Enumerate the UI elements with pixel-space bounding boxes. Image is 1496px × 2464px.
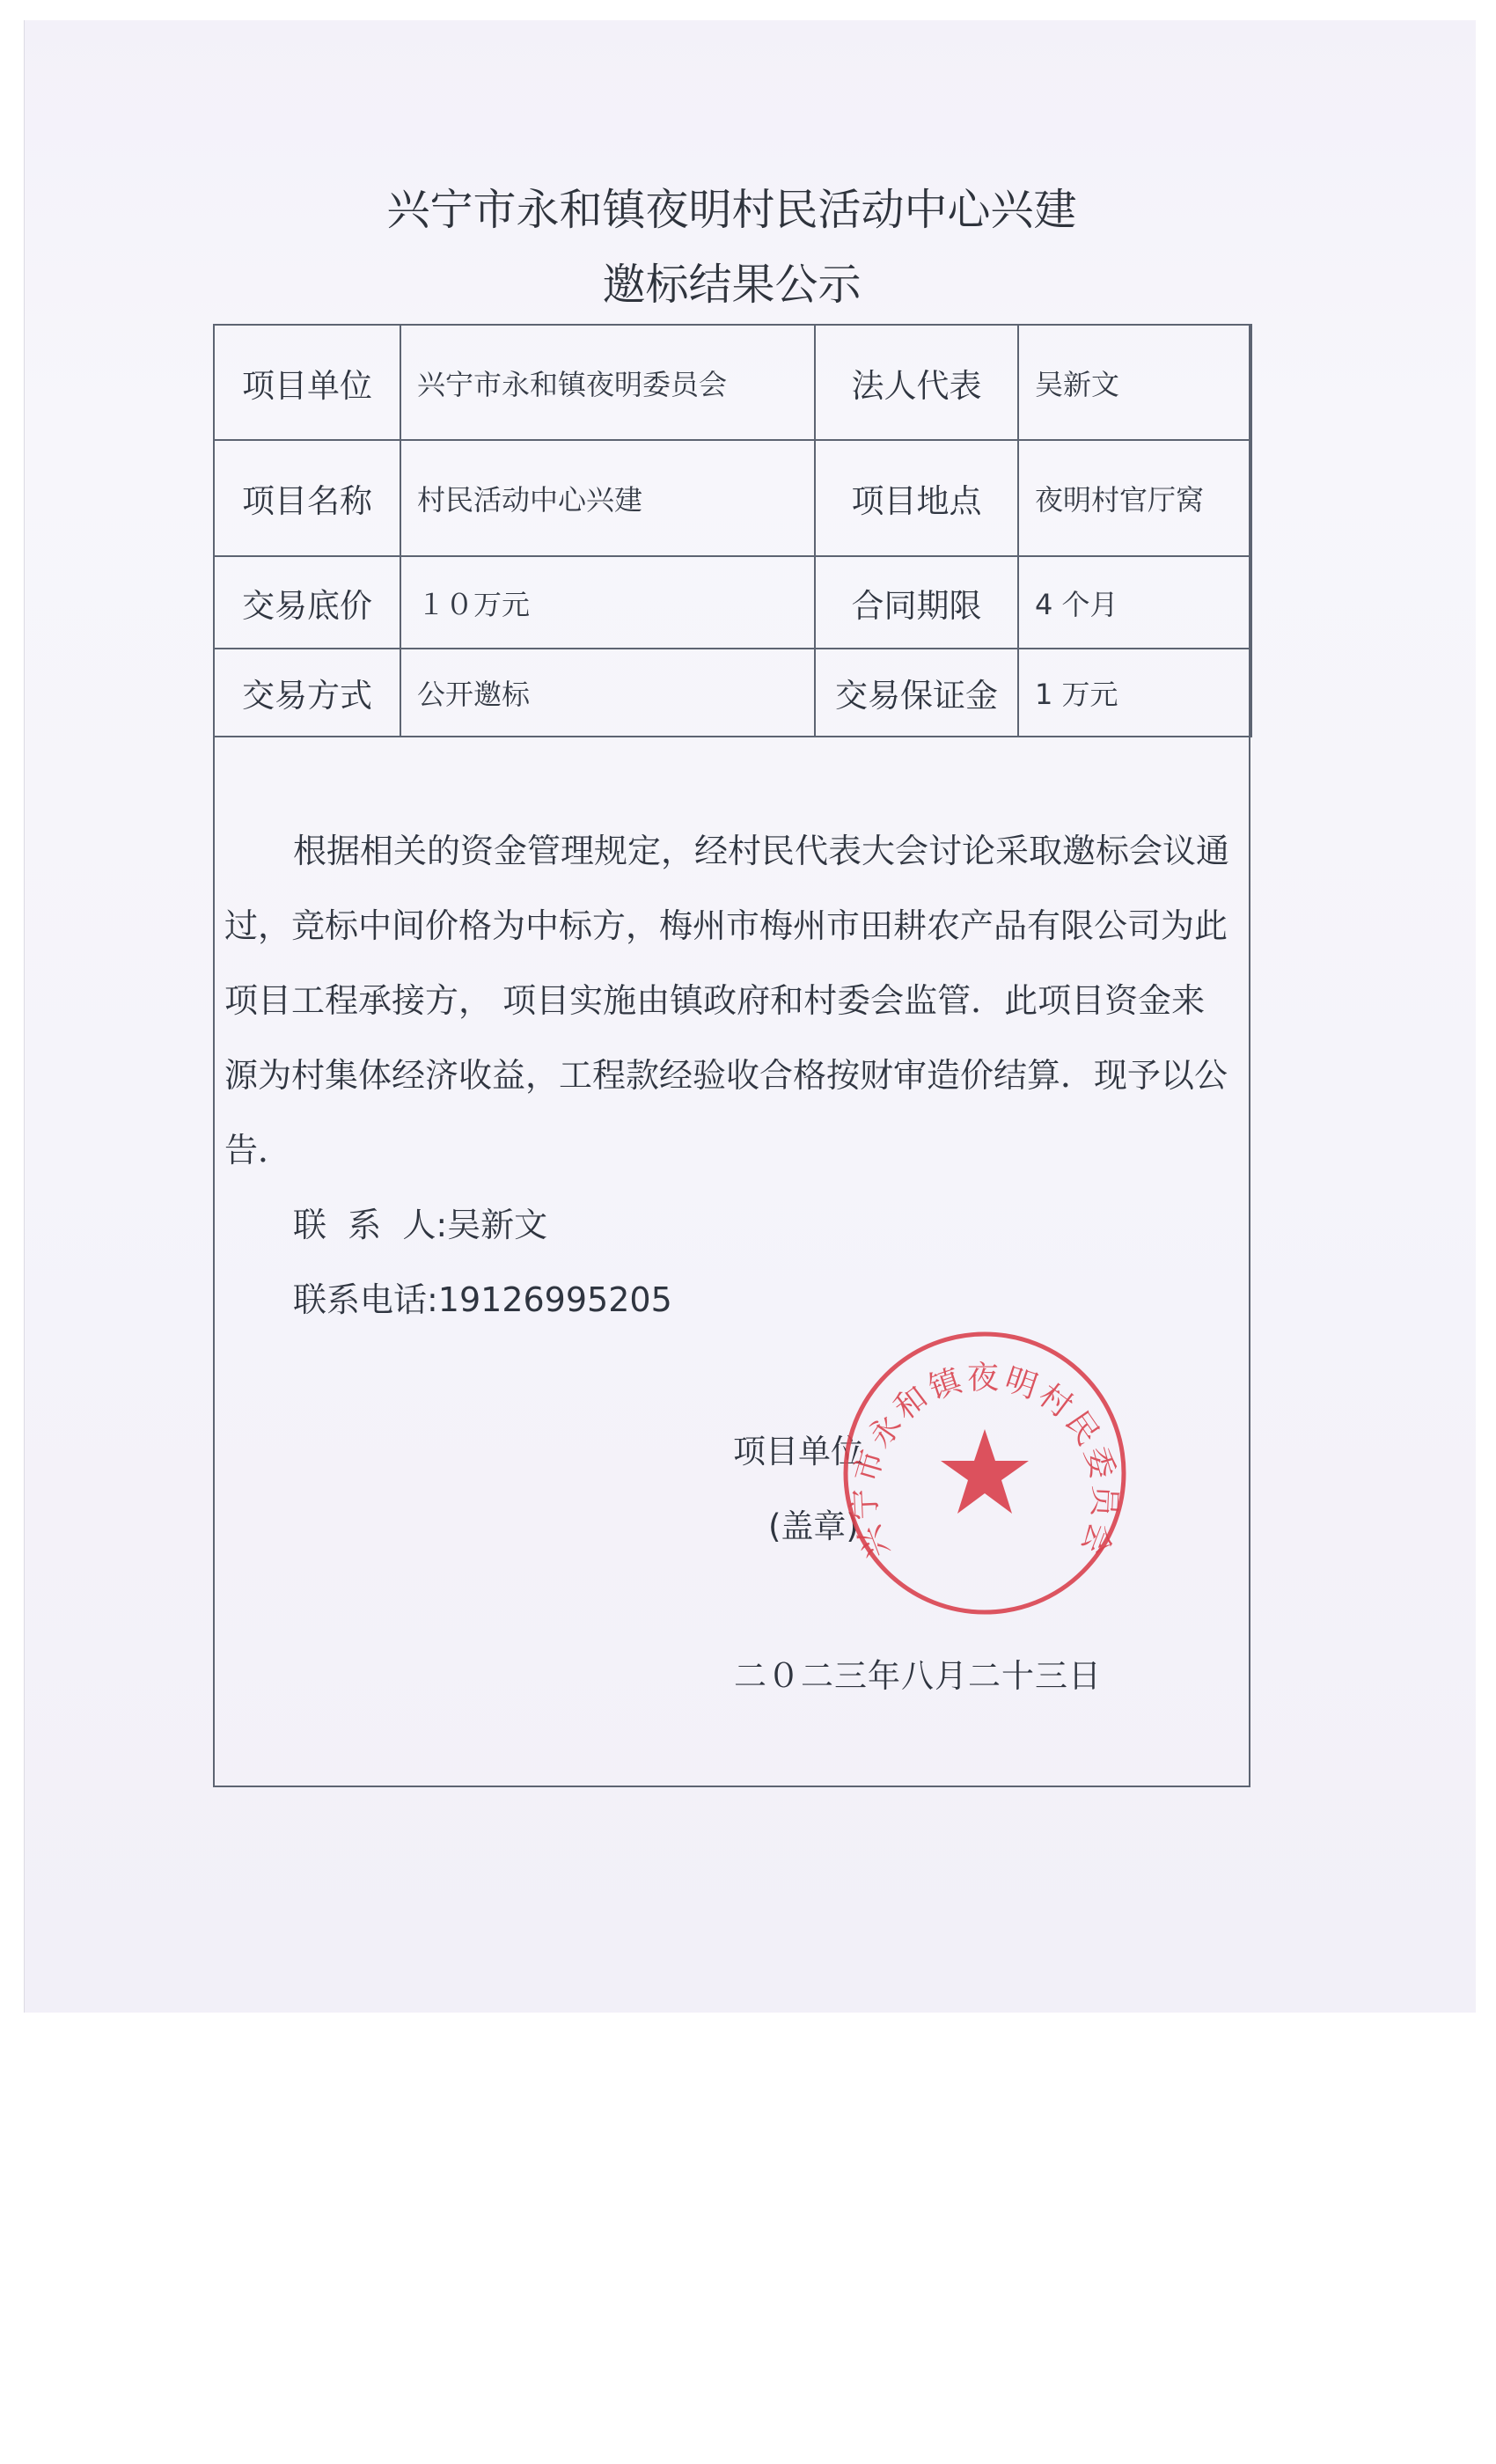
star-icon	[941, 1429, 1029, 1514]
table-row	[214, 325, 1251, 440]
announcement-line: 过，竞标中间价格为中标方，梅州市梅州市田耕农产品有限公司为此	[224, 906, 1228, 945]
signing-unit-label: 项目单位	[733, 1433, 863, 1470]
value-transaction-method: 公开邀标	[400, 649, 815, 737]
contact-phone: 联系电话:19126995205	[293, 1280, 672, 1319]
label-reserve-price: 交易底价	[214, 556, 400, 649]
label-project-unit: 项目单位	[214, 325, 400, 440]
table-row	[214, 556, 1251, 649]
table-row	[214, 440, 1251, 556]
announcement-line: 告．	[224, 1131, 292, 1170]
label-deposit: 交易保证金	[815, 649, 1018, 737]
value-deposit: 1 万元	[1018, 649, 1251, 737]
label-contract-period: 合同期限	[815, 556, 1018, 649]
announcement-line: 源为村集体经济收益，工程款经验收合格按财审造价结算．现予以公	[224, 1056, 1228, 1095]
announcement-date: 二０二三年八月二十三日	[734, 1657, 1102, 1695]
value-project-unit: 兴宁市永和镇夜明委员会	[400, 325, 815, 440]
document-title-line1: 兴宁市永和镇夜明村民活动中心兴建	[386, 185, 1077, 235]
value-reserve-price: １０万元	[400, 556, 815, 649]
label-project-name: 项目名称	[214, 440, 400, 556]
value-contract-period: 4 个月	[1018, 556, 1251, 649]
document-title-line2: 邀标结果公示	[602, 260, 862, 310]
seal-text: 兴宁市永和镇夜明村民委员会	[847, 1360, 1123, 1564]
label-legal-representative: 法人代表	[815, 325, 1018, 440]
project-info-table	[213, 324, 1252, 737]
label-transaction-method: 交易方式	[214, 649, 400, 737]
value-project-name: 村民活动中心兴建	[400, 440, 815, 556]
announcement-line: 根据相关的资金管理规定，经村民代表大会讨论采取邀标会议通	[293, 832, 1230, 870]
official-seal-stamp	[840, 1329, 1129, 1617]
label-project-location: 项目地点	[815, 440, 1018, 556]
seal-label: (盖章)	[768, 1507, 859, 1545]
value-legal-representative: 吴新文	[1018, 325, 1251, 440]
table-row	[214, 649, 1251, 737]
announcement-line: 项目工程承接方， 项目实施由镇政府和村委会监管．此项目资金来	[224, 981, 1206, 1020]
contact-person: 联 系 人:吴新文	[293, 1206, 548, 1244]
value-project-location: 夜明村官厅窝	[1018, 440, 1251, 556]
